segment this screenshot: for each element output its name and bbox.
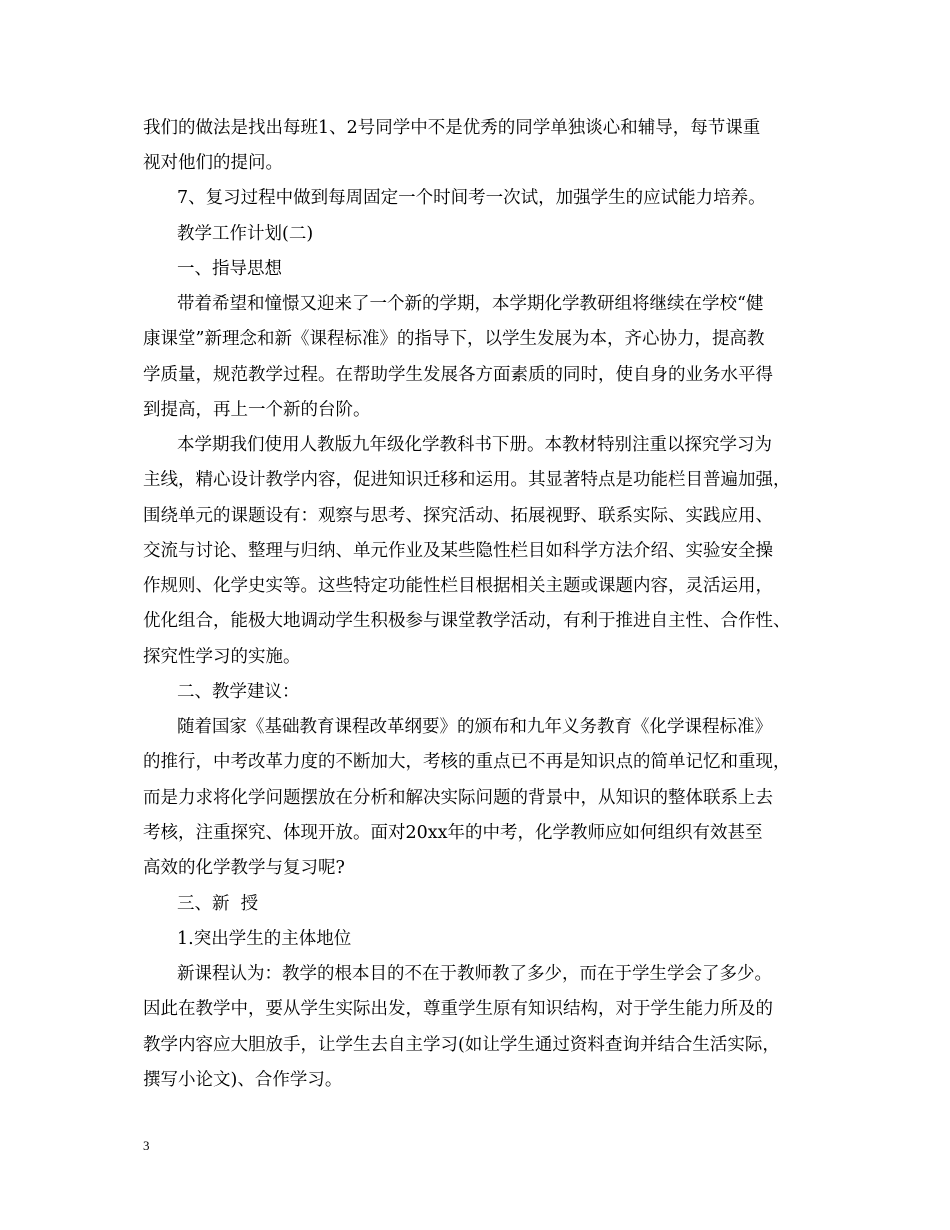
body-text-line: 新课程认为：教学的根本目的不在于教师教了多少，而在于学生学会了多少。 bbox=[177, 964, 772, 984]
body-text-line: 本学期我们使用人教版九年级化学教科书下册。本教材特别注重以探究学习为 bbox=[177, 435, 772, 455]
body-text-line: 高效的化学教学与复习呢? bbox=[143, 858, 345, 878]
body-text-line: 而是力求将化学问题摆放在分析和解决实际问题的背景中，从知识的整体联系上去 bbox=[143, 788, 773, 808]
body-text-line: 围绕单元的课题设有：观察与思考、探究活动、拓展视野、联系实际、实践应用、 bbox=[143, 506, 773, 526]
section-heading: 三、新 授 bbox=[177, 894, 259, 914]
body-text-line: 学质量，规范教学过程。在帮助学生发展各方面素质的同时，使自身的业务水平得 bbox=[143, 365, 773, 385]
body-text-line: 随着国家《基础教育课程改革纲要》的颁布和九年义务教育《化学课程标准》 bbox=[177, 717, 772, 737]
body-text-line: 探究性学习的实施。 bbox=[143, 647, 301, 667]
body-text-line: 到提高，再上一个新的台阶。 bbox=[143, 400, 371, 420]
body-text-line: 因此在教学中，要从学生实际出发，尊重学生原有知识结构，对于学生能力所及的 bbox=[143, 999, 773, 1019]
section-heading: 一、指导思想 bbox=[177, 259, 282, 279]
body-text-line: 优化组合，能极大地调动学生积极参与课堂教学活动，有利于推进自主性、合作性、 bbox=[143, 611, 791, 631]
body-text-line: 主线，精心设计教学内容，促进知识迁移和运用。其显著特点是功能栏目普遍加强， bbox=[143, 470, 791, 490]
body-text-line: 撰写小论文)、合作学习。 bbox=[143, 1070, 343, 1090]
body-text-line: 作规则、化学史实等。这些特定功能性栏目根据相关主题或课题内容，灵活运用， bbox=[143, 576, 773, 596]
subsection-heading: 1.突出学生的主体地位 bbox=[177, 929, 352, 949]
section-heading: 二、教学建议： bbox=[177, 682, 300, 702]
body-text-line: 康课堂”新理念和新《课程标准》的指导下，以学生发展为本，齐心协力，提高教 bbox=[143, 329, 765, 349]
body-text-line: 带着希望和憧憬又迎来了一个新的学期，本学期化学教研组将继续在学校“健 bbox=[177, 294, 764, 314]
page-number: 3 bbox=[143, 1138, 150, 1153]
body-text-line: 7、复习过程中做到每周固定一个时间考一次试，加强学生的应试能力培养。 bbox=[177, 188, 766, 208]
body-text-line: 教学内容应大胆放手，让学生去自主学习(如让学生通过资料查询并结合生活实际， bbox=[143, 1035, 780, 1055]
section-heading: 教学工作计划(二) bbox=[177, 224, 314, 244]
body-text-line: 我们的做法是找出每班1、2号同学中不是优秀的同学单独谈心和辅导，每节课重 bbox=[143, 118, 761, 138]
body-text-line: 考核，注重探究、体现开放。面对20xx年的中考，化学教师应如何组织有效甚至 bbox=[143, 823, 763, 843]
body-text-line: 视对他们的提问。 bbox=[143, 153, 283, 173]
body-text-line: 的推行，中考改革力度的不断加大，考核的重点已不再是知识点的简单记忆和重现， bbox=[143, 752, 791, 772]
body-text-line: 交流与讨论、整理与归纳、单元作业及某些隐性栏目如科学方法介绍、实验安全操 bbox=[143, 541, 773, 561]
